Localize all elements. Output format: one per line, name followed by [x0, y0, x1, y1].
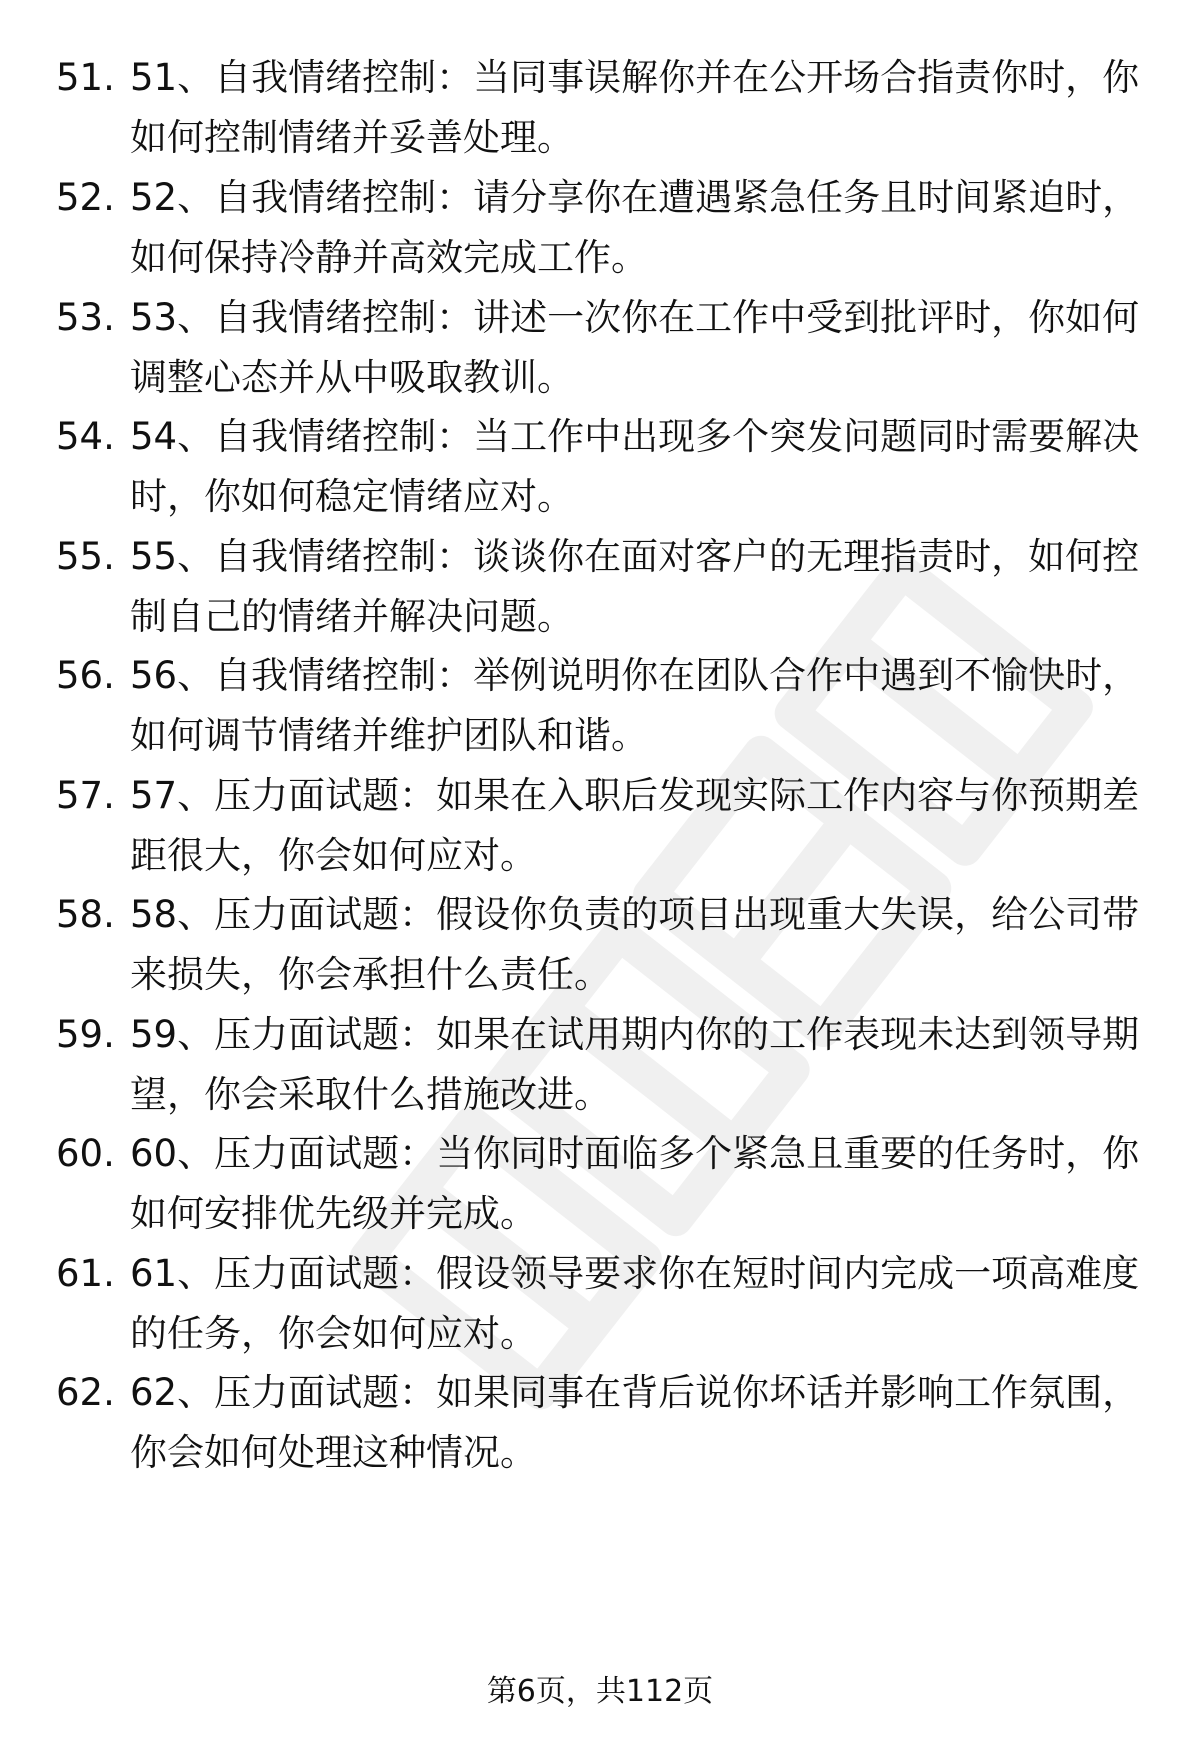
item-text: 52、自我情绪控制：请分享你在遭遇紧急任务且时间紧迫时，如何保持冷静并高效完成工作。	[130, 176, 1140, 279]
item-number: 56.	[56, 654, 115, 697]
item-text: 60、压力面试题：当你同时面临多个紧急且重要的任务时，你如何安排优先级并完成。	[130, 1132, 1140, 1235]
list-item	[56, 1244, 1146, 1364]
item-number: 55.	[56, 535, 115, 578]
list-item	[56, 766, 1146, 886]
list-item	[56, 407, 1146, 527]
item-text: 53、自我情绪控制：讲述一次你在工作中受到批评时，你如何调整心态并从中吸取教训。	[130, 296, 1140, 399]
list-item	[56, 48, 1146, 168]
item-text: 59、压力面试题：如果在试用期内你的工作表现未达到领导期望，你会采取什么措施改进。	[130, 1013, 1140, 1116]
item-number: 59.	[56, 1013, 115, 1056]
item-number: 58.	[56, 893, 115, 936]
list-item	[56, 288, 1146, 408]
item-text: 62、压力面试题：如果同事在背后说你坏话并影响工作氛围，你会如何处理这种情况。	[130, 1371, 1140, 1474]
item-number: 54.	[56, 415, 115, 458]
list-item	[56, 1005, 1146, 1125]
item-number: 60.	[56, 1132, 115, 1175]
item-text: 58、压力面试题：假设你负责的项目出现重大失误，给公司带来损失，你会承担什么责任。	[130, 893, 1140, 996]
item-text: 56、自我情绪控制：举例说明你在团队合作中遇到不愉快时，如何调节情绪并维护团队和谐。	[130, 654, 1140, 757]
item-text: 61、压力面试题：假设领导要求你在短时间内完成一项高难度的任务，你会如何应对。	[130, 1252, 1140, 1355]
list-item	[56, 527, 1146, 647]
item-number: 52.	[56, 176, 115, 219]
list-item	[56, 1363, 1146, 1483]
item-number: 62.	[56, 1371, 115, 1414]
item-number: 51.	[56, 56, 115, 99]
item-number: 61.	[56, 1252, 115, 1295]
list-item	[56, 885, 1146, 1005]
list-item	[56, 168, 1146, 288]
list-item	[56, 1124, 1146, 1244]
page-footer: 第6页，共112页	[486, 1674, 714, 1709]
list-item	[56, 646, 1146, 766]
item-text: 51、自我情绪控制：当同事误解你并在公开场合指责你时，你如何控制情绪并妥善处理。	[130, 56, 1140, 159]
item-text: 57、压力面试题：如果在入职后发现实际工作内容与你预期差距很大，你会如何应对。	[130, 774, 1140, 877]
item-number: 57.	[56, 774, 115, 817]
item-text: 54、自我情绪控制：当工作中出现多个突发问题同时需要解决时，你如何稳定情绪应对。	[130, 415, 1140, 518]
item-text: 55、自我情绪控制：谈谈你在面对客户的无理指责时，如何控制自己的情绪并解决问题。	[130, 535, 1140, 638]
item-number: 53.	[56, 296, 115, 339]
